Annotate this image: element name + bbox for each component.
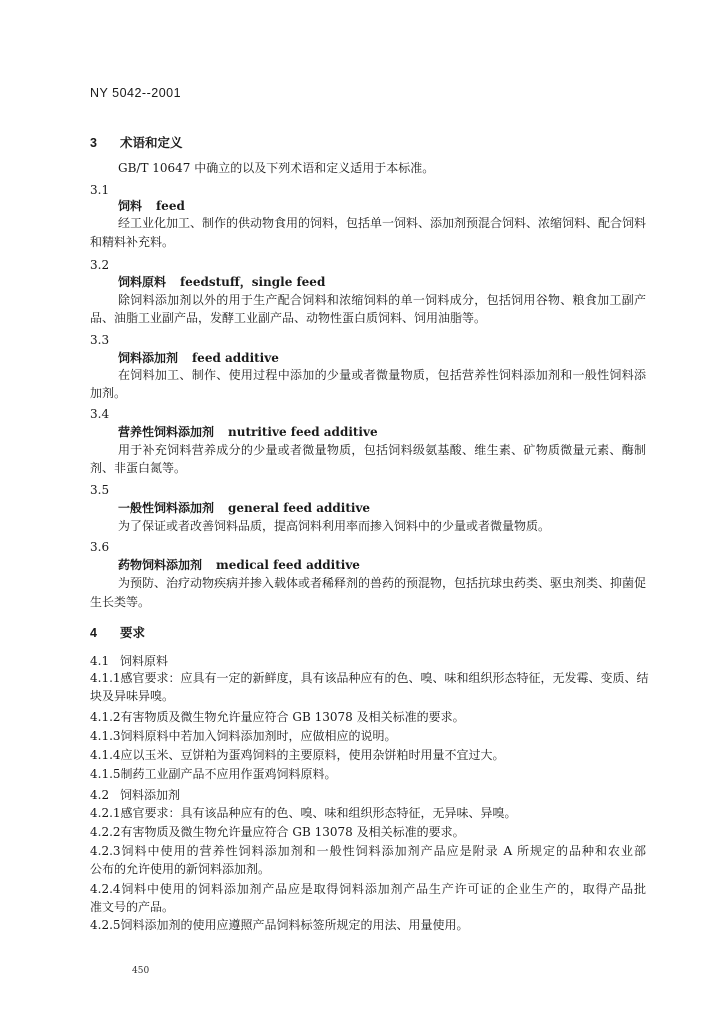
- definition-term: 营养性饲料添加剂 nutritive feed additive: [118, 425, 378, 439]
- definition-text-line: 和精料补充料。: [90, 235, 175, 249]
- definition-number: 3.5: [90, 483, 110, 497]
- definition-number: 3.6: [90, 540, 110, 554]
- definition-term: 饲料原料 feedstuff，single feed: [118, 275, 326, 289]
- requirement-clause: 4.1.3饲料原料中若加入饲料添加剂时，应做相应的说明。: [90, 729, 397, 743]
- section-3-heading: 3 术语和定义: [90, 136, 183, 150]
- subsection-heading: 4.2 饲料添加剂: [90, 788, 181, 802]
- requirement-clause: 4.2.1感官要求：具有该品种应有的色、嗅、味和组织形态特征，无异味、异嗅。: [90, 806, 517, 820]
- requirement-clause: 4.1.4应以玉米、豆饼粕为蛋鸡饲料的主要原料，使用杂饼粕时用量不宜过大。: [90, 748, 505, 762]
- definition-number: 3.1: [90, 183, 110, 197]
- requirement-clause: 4.2.3饲料中使用的营养性饲料添加剂和一般性饲料添加剂产品应是附录 A 所规定的品种和农业部: [90, 844, 646, 858]
- definition-text-line: 除饲料添加剂以外的用于生产配合饲料和浓缩饲料的单一饲料成分，包括饲用谷物、粮食加工副产: [118, 293, 646, 307]
- definition-text-line: 品、油脂工业副产品，发酵工业副产品、动物性蛋白质饲料、饲用油脂等。: [90, 311, 487, 325]
- requirement-clause: 4.1.2有害物质及微生物允许量应符合 GB 13078 及相关标准的要求。: [90, 710, 465, 724]
- definition-number: 3.3: [90, 333, 110, 347]
- requirement-clause-continued: 块及异味异嗅。: [90, 689, 175, 703]
- definition-text-line: 加剂。: [90, 386, 127, 400]
- definition-term: 饲料添加剂 feed additive: [118, 351, 279, 365]
- requirement-clause: 4.1.5制药工业副产品不应用作蛋鸡饲料原料。: [90, 767, 337, 781]
- requirement-clause: 4.2.2有害物质及微生物允许量应符合 GB 13078 及相关标准的要求。: [90, 825, 465, 839]
- definition-term: 药物饲料添加剂 medical feed additive: [118, 558, 360, 572]
- definition-text-line: 为了保证或者改善饲料品质，提高饲料利用率而掺入饲料中的少量或者微量物质。: [118, 519, 551, 533]
- requirement-clause: 4.1.1感官要求：应具有一定的新鲜度，具有该品种应有的色、嗅、味和组织形态特征，无发霉、变质、结: [90, 671, 649, 685]
- definition-term: 一般性饲料添加剂 general feed additive: [118, 501, 371, 515]
- definition-text-line: 经工业化加工、制作的供动物食用的饲料，包括单一饲料、添加剂预混合饲料、浓缩饲料、配合饲料: [118, 216, 647, 230]
- definition-term: 饲料 feed: [118, 199, 185, 213]
- requirement-clause: 4.2.4饲料中使用的饲料添加剂产品应是取得饲料添加剂产品生产许可证的企业生产的，取得产品批: [90, 882, 646, 896]
- section-3-intro: GB/T 10647 中确立的以及下列术语和定义适用于本标准。: [118, 161, 435, 175]
- standard-code: NY 5042--2001: [90, 86, 182, 100]
- definition-text-line: 用于补充饲料营养成分的少量或者微量物质，包括饲料级氨基酸、维生素、矿物质微量元素、酶制: [118, 443, 646, 457]
- definition-number: 3.2: [90, 258, 110, 272]
- section-4-heading: 4 要求: [90, 626, 146, 640]
- definition-number: 3.4: [90, 407, 110, 421]
- requirement-clause-continued: 公布的允许使用的新饲料添加剂。: [90, 862, 271, 876]
- requirement-clause-continued: 准文号的产品。: [90, 900, 175, 914]
- subsection-heading: 4.1 饲料原料: [90, 654, 169, 668]
- definition-text-line: 为预防、治疗动物疾病并掺入载体或者稀释剂的兽药的预混物，包括抗球虫药类、驱虫剂类、抑菌促: [118, 576, 647, 590]
- page-number: 450: [132, 966, 150, 976]
- requirement-clause: 4.2.5饲料添加剂的使用应遵照产品饲料标签所规定的用法、用量使用。: [90, 918, 469, 932]
- definition-text-line: 剂、非蛋白氮等。: [90, 461, 187, 475]
- definition-text-line: 生长类等。: [90, 595, 151, 609]
- definition-text-line: 在饲料加工、制作、使用过程中添加的少量或者微量物质，包括营养性饲料添加剂和一般性饲料添: [118, 368, 646, 382]
